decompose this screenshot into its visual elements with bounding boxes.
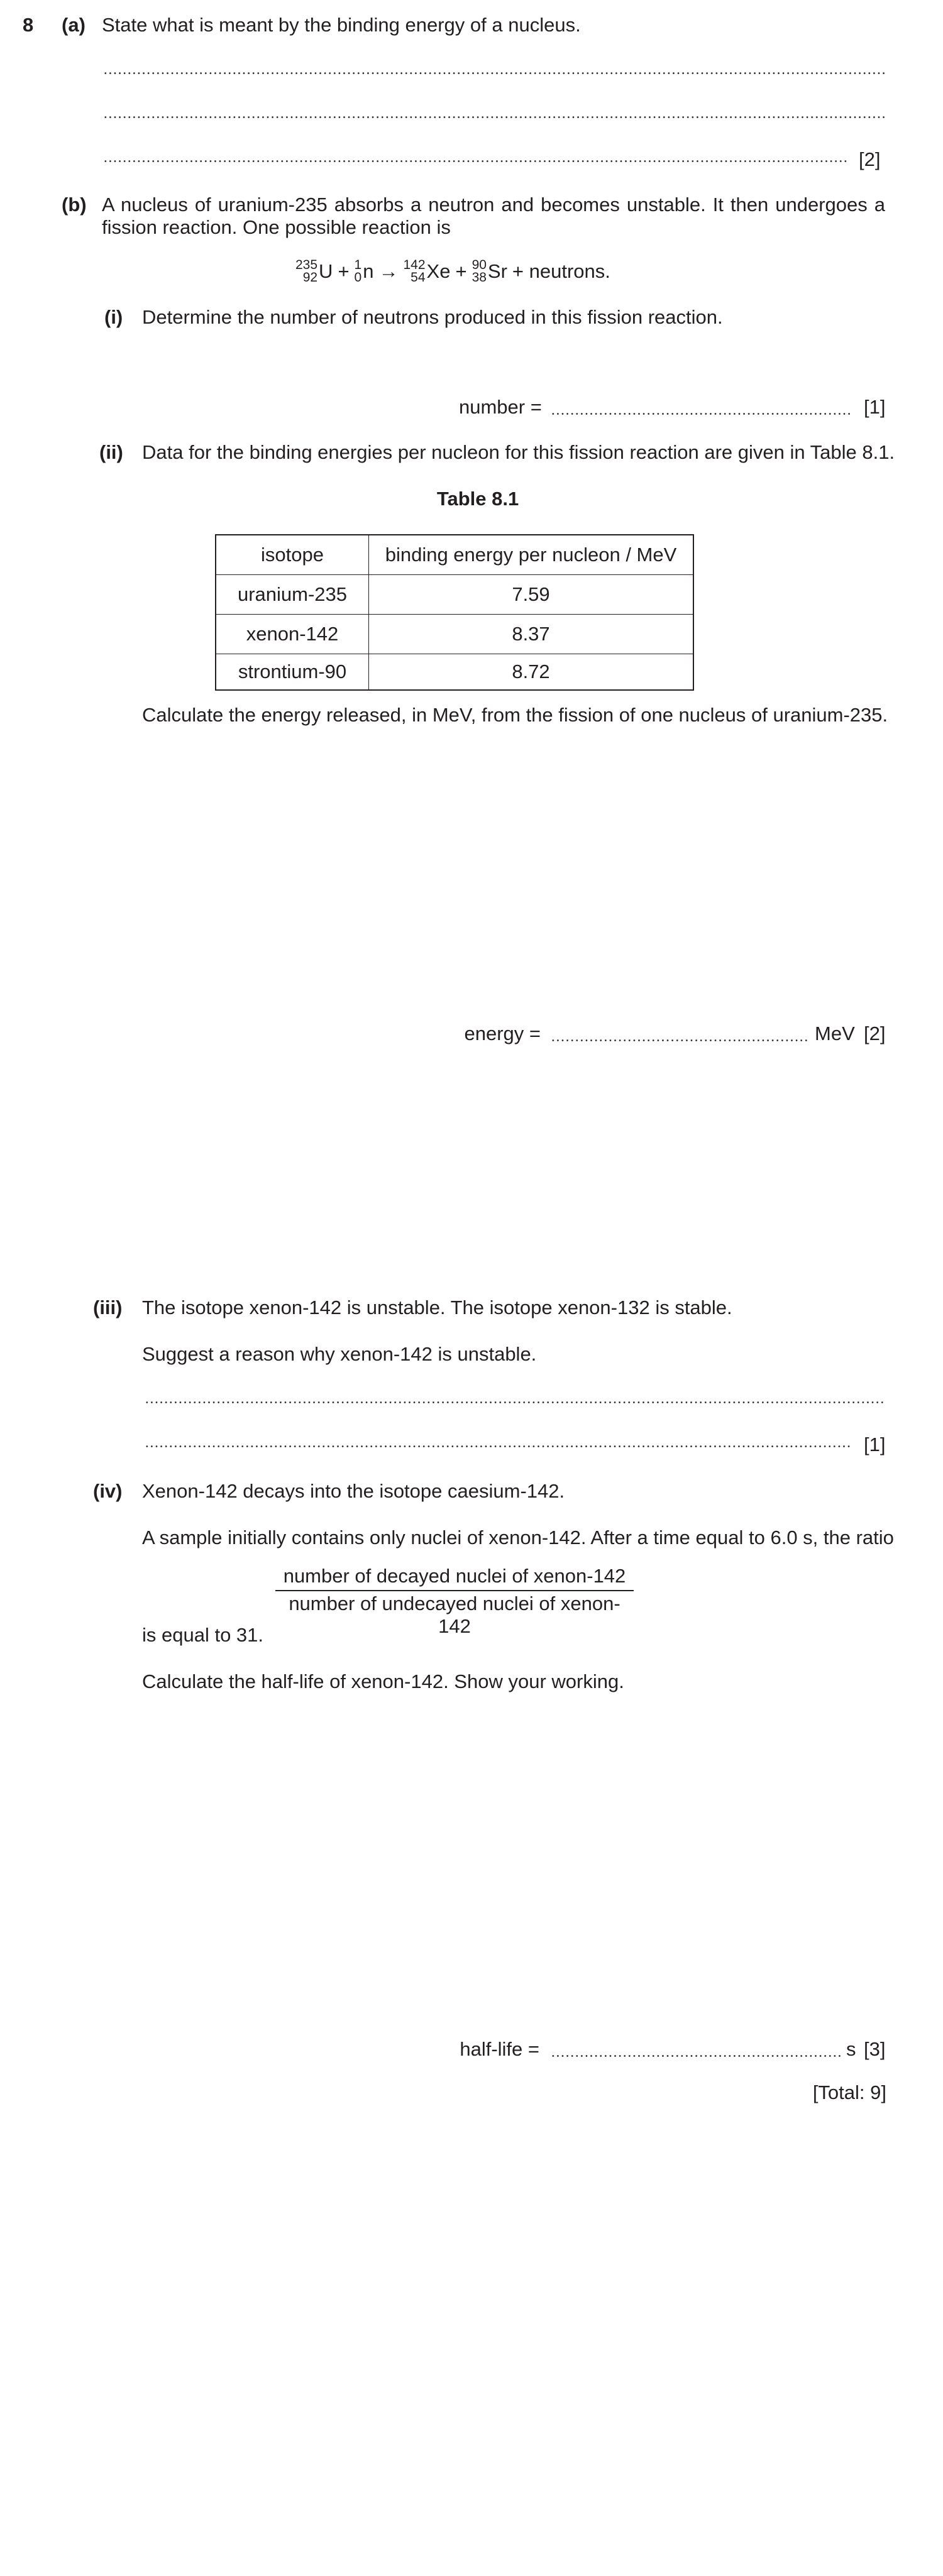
number-answer-line[interactable] xyxy=(551,413,851,415)
xenon-nuclide: 142 54 Xe xyxy=(403,258,451,285)
part-iv-label: (iv) xyxy=(93,1480,123,1502)
answer-line-iii2[interactable] xyxy=(145,1445,851,1447)
uranium-nuclide: 235 92 U xyxy=(295,258,333,285)
part-iii-label: (iii) xyxy=(93,1296,123,1318)
part-a-marks: [2] xyxy=(859,148,881,170)
part-a-label: (a) xyxy=(62,14,85,36)
equation-tail: + neutrons. xyxy=(512,260,610,282)
number-answer-label: number = xyxy=(459,396,542,418)
ratio-denominator: number of undecayed nuclei of xenon-142 xyxy=(289,1592,620,1637)
table-cell-value: 8.37 xyxy=(369,615,694,654)
half-life-answer-line[interactable] xyxy=(551,2055,842,2057)
table-cell-value: 8.72 xyxy=(369,654,694,691)
strontium-nuclide: 90 38 Sr xyxy=(472,258,507,285)
table-title: Table 8.1 xyxy=(436,488,519,510)
part-i-label: (i) xyxy=(104,306,123,328)
part-iv-instruction: Calculate the half-life of xenon-142. Show your working. xyxy=(142,1670,624,1692)
plus-sign: + xyxy=(338,260,350,282)
part-i-text: Determine the number of neutrons produced in this fission reaction. xyxy=(142,306,723,328)
answer-line-a2[interactable] xyxy=(103,116,885,118)
table-cell-isotope: xenon-142 xyxy=(216,615,369,654)
answer-line-iii1[interactable] xyxy=(145,1401,885,1403)
fission-equation xyxy=(295,259,610,284)
table-row xyxy=(216,575,693,615)
part-ii-text: Data for the binding energies per nucleon for this fission reaction are given in Table 8.1. xyxy=(142,441,895,463)
question-number: 8 xyxy=(23,14,34,36)
table-cell-isotope: uranium-235 xyxy=(216,575,369,615)
plus-sign: + xyxy=(455,260,467,282)
ratio-numerator: number of decayed nuclei of xenon-142 xyxy=(283,1565,626,1587)
half-life-answer-label: half-life = xyxy=(460,2038,539,2060)
part-b-label: (b) xyxy=(62,194,87,216)
part-a-text: State what is meant by the binding energy of a nucleus. xyxy=(102,14,581,36)
half-life-unit: s xyxy=(846,2038,856,2060)
part-iv-text2: A sample initially contains only nuclei of xenon-142. After a time equal to 6.0 s, the ratio xyxy=(142,1526,894,1548)
table-row xyxy=(216,654,693,691)
fraction-bar xyxy=(275,1590,634,1591)
table-header-isotope: isotope xyxy=(216,535,369,575)
part-iii-marks: [1] xyxy=(864,1433,886,1455)
binding-energy-table xyxy=(215,534,694,691)
part-iv-text: Xenon-142 decays into the isotope caesium-142. xyxy=(142,1480,565,1502)
total-marks: [Total: 9] xyxy=(812,2081,886,2103)
table-cell-value: 7.59 xyxy=(369,575,694,615)
table-cell-isotope: strontium-90 xyxy=(216,654,369,691)
table-row xyxy=(216,615,693,654)
ratio-equals: is equal to 31. xyxy=(142,1624,264,1646)
part-iv-marks: [3] xyxy=(864,2038,886,2060)
neutron-nuclide: 1 0 n xyxy=(354,258,374,285)
answer-line-a3[interactable] xyxy=(103,160,849,162)
energy-unit: MeV xyxy=(815,1022,855,1044)
ratio-fraction xyxy=(275,1565,634,1638)
energy-answer-line[interactable] xyxy=(551,1039,808,1041)
arrow-icon: → xyxy=(378,260,399,282)
part-iii-text: The isotope xenon-142 is unstable. The isotope xenon-132 is stable. xyxy=(142,1296,732,1318)
part-ii-label: (ii) xyxy=(99,441,123,463)
part-b-intro-line2: fission reaction. One possible reaction is xyxy=(102,216,451,238)
part-ii-marks: [2] xyxy=(864,1022,886,1044)
answer-line-a1[interactable] xyxy=(103,72,885,74)
energy-answer-label: energy = xyxy=(464,1022,541,1044)
part-iii-instruction: Suggest a reason why xenon-142 is unstable. xyxy=(142,1343,537,1365)
table-header-binding-energy: binding energy per nucleon / MeV xyxy=(369,535,694,575)
part-ii-instruction: Calculate the energy released, in MeV, from the fission of one nucleus of uranium-235. xyxy=(142,704,888,726)
part-i-marks: [1] xyxy=(864,396,886,418)
part-b-intro-line1: A nucleus of uranium-235 absorbs a neutron and becomes unstable. It then undergoes a xyxy=(102,194,885,216)
table-header-row xyxy=(216,535,693,575)
